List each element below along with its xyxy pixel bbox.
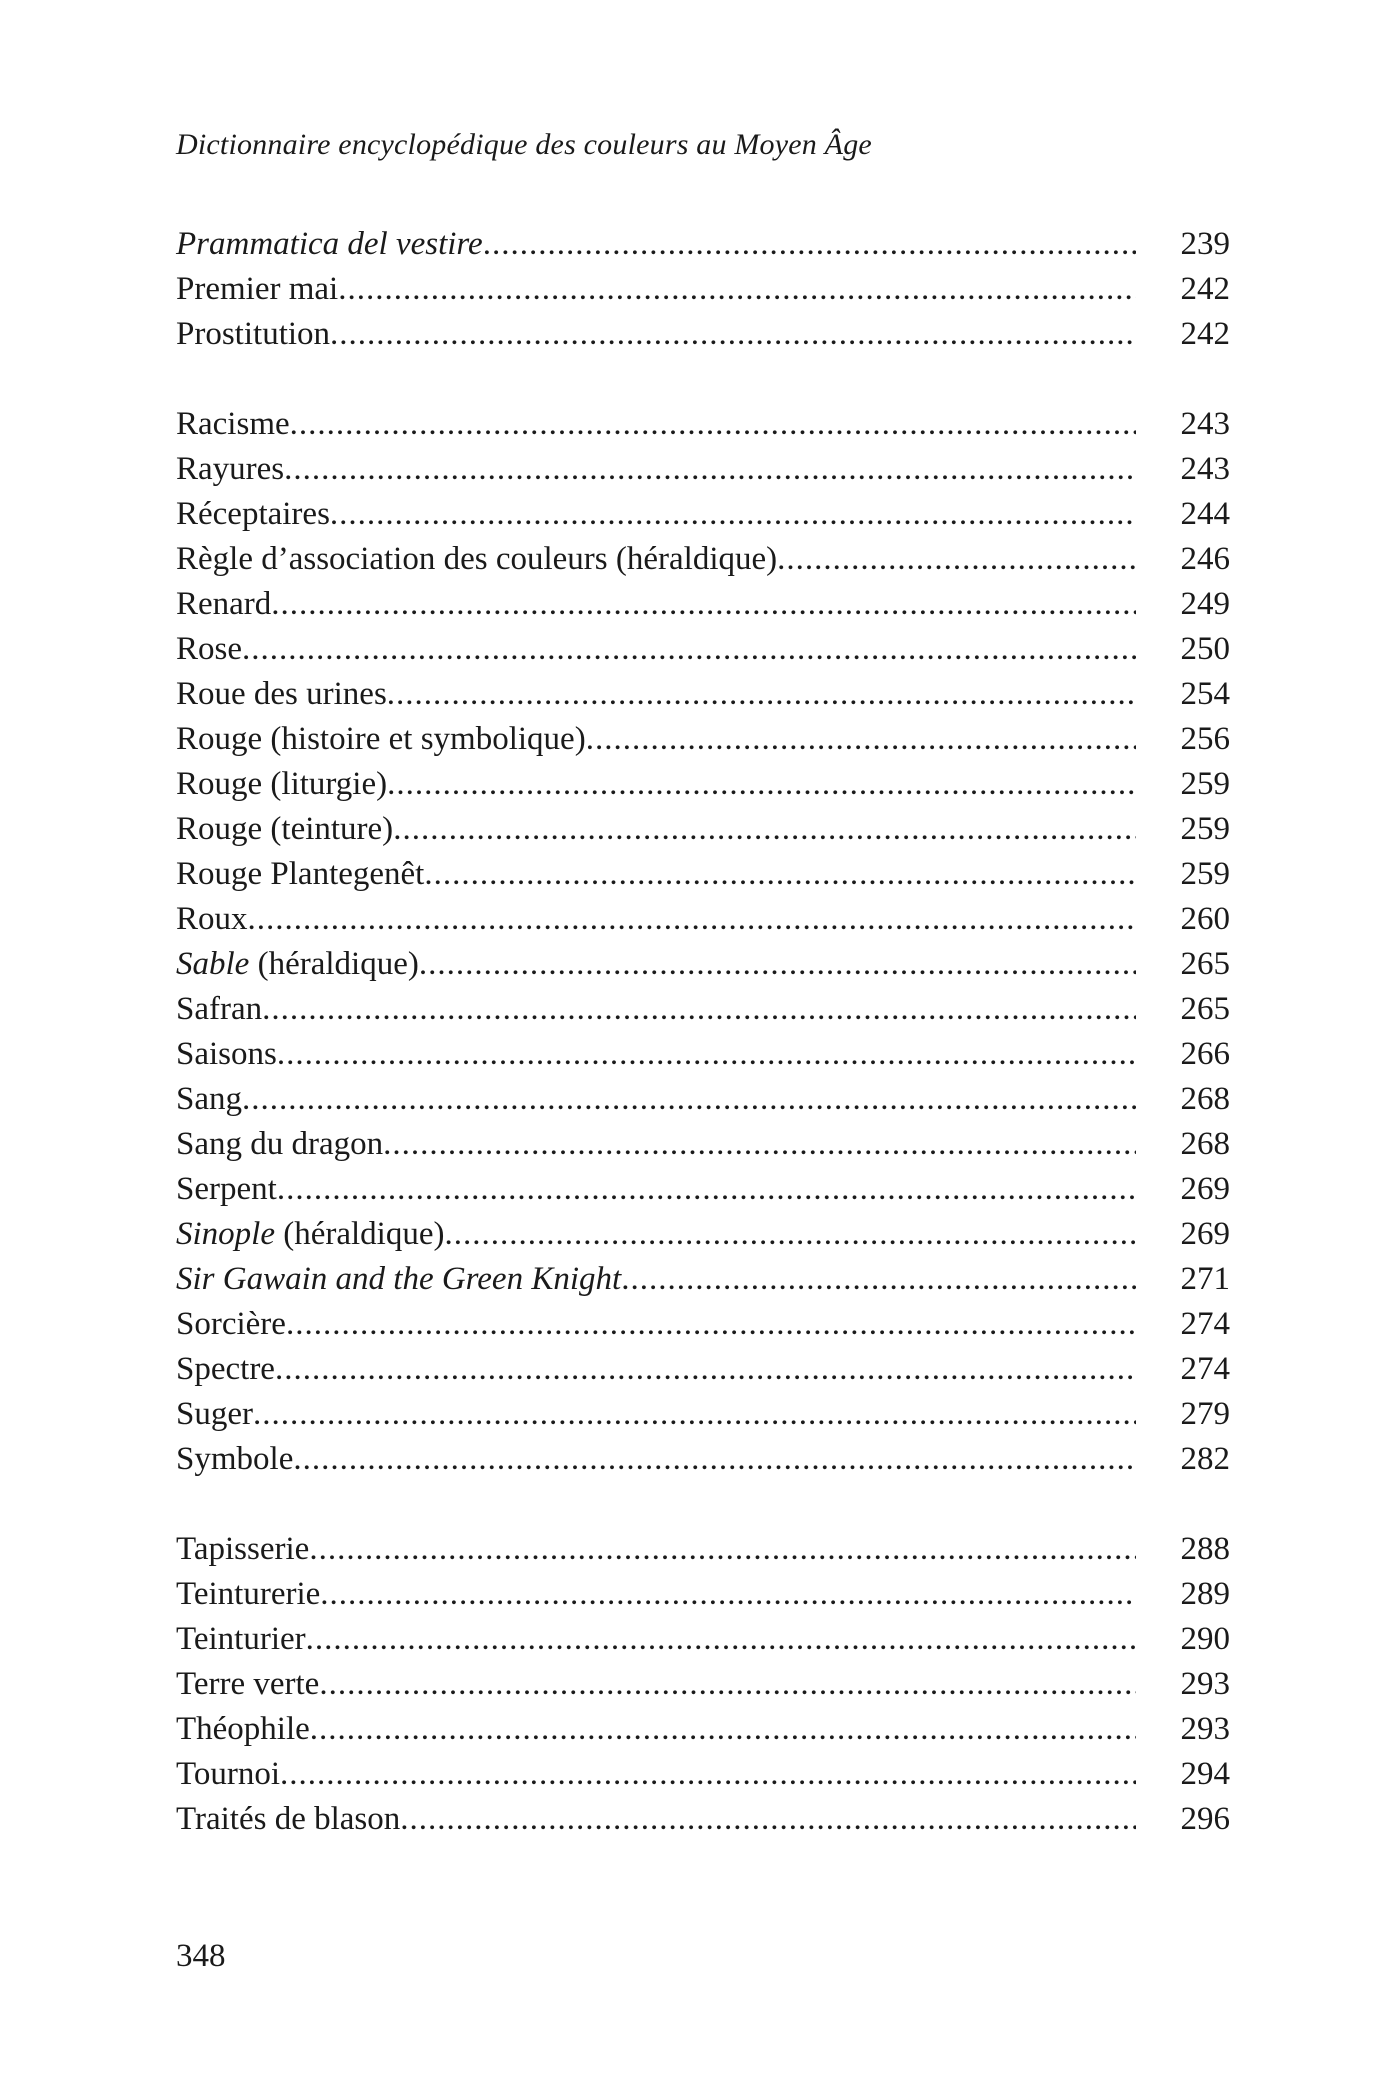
toc-entry: [176, 1707, 1230, 1752]
toc-entry-page: 249: [1180, 586, 1230, 622]
toc-entry-title-part: Sinople: [176, 1216, 275, 1252]
toc-entry: [176, 1617, 1230, 1662]
toc-entry-title-part: Théophile: [176, 1711, 310, 1747]
toc-entry-page: 271: [1180, 1261, 1230, 1297]
dot-leader: [284, 447, 1136, 492]
dot-leader: [444, 1212, 1136, 1257]
toc-entry-title: [176, 1302, 286, 1347]
toc-entry: [176, 1662, 1230, 1707]
dot-leader: [320, 1572, 1136, 1617]
toc-entry-title: [176, 312, 330, 357]
toc-entry-title-part: Safran: [176, 991, 263, 1027]
dot-leader: [387, 762, 1136, 807]
toc-entry-page: 246: [1180, 541, 1230, 577]
toc-entry-title-part: Spectre: [176, 1351, 275, 1387]
dot-leader: [248, 897, 1136, 942]
toc-entry-title-part: (héraldique): [274, 1216, 445, 1252]
toc-entry-page: 293: [1180, 1711, 1230, 1747]
toc-entry-title: [176, 492, 330, 537]
dot-leader: [271, 582, 1136, 627]
toc-entry-title-part: Réceptaires: [176, 496, 330, 532]
toc-entry-title-part: Racisme: [176, 406, 290, 442]
toc-entry: [176, 492, 1230, 537]
toc-entry: [176, 807, 1230, 852]
toc-entry-page: 274: [1180, 1351, 1230, 1387]
dot-leader: [310, 1707, 1136, 1752]
toc-entry-title: [176, 1257, 621, 1302]
toc-entry-page: 288: [1180, 1531, 1230, 1567]
toc-entry-page: 259: [1180, 766, 1230, 802]
toc-entry-page: 265: [1180, 991, 1230, 1027]
toc-entry-title-part: Rouge Plantegenêt: [176, 856, 425, 892]
toc-entry-page: 269: [1180, 1216, 1230, 1252]
toc-entry-title: [176, 852, 424, 897]
toc-entry-title: [176, 1122, 383, 1167]
toc-entry-title-part: Serpent: [176, 1171, 277, 1207]
toc-entry: [176, 1752, 1230, 1797]
page-number: 348: [176, 1938, 226, 1974]
toc-entry-title-part: Teinturier: [176, 1621, 306, 1657]
toc-entry: [176, 897, 1230, 942]
toc-entry: [176, 852, 1230, 897]
toc-entry-title-part: Sang: [176, 1081, 242, 1117]
toc-entry-title: [176, 987, 262, 1032]
toc-entry: [176, 1392, 1230, 1437]
toc-entry-page: 242: [1180, 316, 1230, 352]
toc-entry-title: [176, 1707, 310, 1752]
toc-entry-title: [176, 627, 242, 672]
toc-entry-title-part: Renard: [176, 586, 272, 622]
toc-entry-title-part: Règle d’association des couleurs (héraldique): [176, 541, 778, 577]
toc-entry-title: [176, 1437, 293, 1482]
toc-entry-page: 268: [1180, 1081, 1230, 1117]
toc-entry-page: 244: [1180, 496, 1230, 532]
toc-entry-page: 259: [1180, 811, 1230, 847]
toc-entry-page: 254: [1180, 676, 1230, 712]
toc-entry-title-part: Roue des urines: [176, 676, 387, 712]
toc-entry-title: [176, 1392, 253, 1437]
toc-entry: [176, 402, 1230, 447]
toc-entry: [176, 582, 1230, 627]
toc-entry: [176, 762, 1230, 807]
dot-leader: [424, 852, 1136, 897]
toc-entry-page: 296: [1180, 1801, 1230, 1837]
toc-entry-title: [176, 1752, 280, 1797]
toc-entry: [176, 1437, 1230, 1482]
toc-entry: [176, 1122, 1230, 1167]
toc-entry-title-part: Sang du dragon: [176, 1126, 384, 1162]
toc-entry: [176, 1212, 1230, 1257]
toc-group: [176, 402, 1230, 1482]
toc-entry-page: 290: [1180, 1621, 1230, 1657]
toc-entry-title-part: Sir Gawain and the Green Knight: [176, 1261, 622, 1297]
toc-entry: [176, 1797, 1230, 1842]
dot-leader: [330, 312, 1136, 357]
toc-entry: [176, 987, 1230, 1032]
toc-entry-page: 269: [1180, 1171, 1230, 1207]
toc-entry: [176, 942, 1230, 987]
toc-entry-title: [176, 807, 393, 852]
toc-entry-title: [176, 1167, 277, 1212]
dot-leader: [309, 1527, 1136, 1572]
toc-entry-page: 293: [1180, 1666, 1230, 1702]
toc-entry-title-part: Sable: [176, 946, 250, 982]
toc-entry: [176, 537, 1230, 582]
toc-entry-page: 268: [1180, 1126, 1230, 1162]
toc-entry-title-part: Roux: [176, 901, 248, 937]
dot-leader: [319, 1662, 1136, 1707]
toc-entry-page: 250: [1180, 631, 1230, 667]
toc-entry-title-part: Tapisserie: [176, 1531, 310, 1567]
toc-entry-title: [176, 1572, 320, 1617]
toc-entry-page: 242: [1180, 271, 1230, 307]
toc-entry: [176, 627, 1230, 672]
dot-leader: [277, 1167, 1136, 1212]
toc-entry-title-part: (héraldique): [249, 946, 419, 982]
toc-entry-title-part: Premier mai: [176, 271, 339, 307]
dot-leader: [280, 1752, 1136, 1797]
toc-entry-title-part: Rayures: [176, 451, 285, 487]
toc-entry-title: [176, 1797, 400, 1842]
dot-leader: [242, 1077, 1136, 1122]
toc-entry-title-part: Rouge (histoire et symbolique): [176, 721, 586, 757]
dot-leader: [586, 717, 1136, 762]
dot-leader: [400, 1797, 1136, 1842]
toc-entry-title: [176, 537, 777, 582]
toc-entry: [176, 1167, 1230, 1212]
toc-entry: [176, 222, 1230, 267]
dot-leader: [290, 402, 1136, 447]
dot-leader: [330, 492, 1136, 537]
dot-leader: [277, 1032, 1136, 1077]
toc-entry: [176, 447, 1230, 492]
toc-entry-title: [176, 1347, 275, 1392]
toc-entry-page: 279: [1180, 1396, 1230, 1432]
toc-entry-page: 243: [1180, 451, 1230, 487]
toc-entry-title: [176, 762, 387, 807]
table-of-contents: [176, 222, 1230, 1842]
running-head: Dictionnaire encyclopédique des couleurs au Moyen Âge: [176, 128, 872, 161]
toc-entry: [176, 672, 1230, 717]
dot-leader: [262, 987, 1136, 1032]
toc-entry-title-part: Rouge (liturgie): [176, 766, 388, 802]
dot-leader: [275, 1347, 1136, 1392]
toc-entry-title: [176, 1077, 242, 1122]
toc-entry-title: [176, 267, 338, 312]
dot-leader: [338, 267, 1136, 312]
toc-entry: [176, 312, 1230, 357]
toc-entry-title: [176, 1662, 319, 1707]
toc-entry-page: 243: [1180, 406, 1230, 442]
toc-entry-title-part: Teinturerie: [176, 1576, 321, 1612]
toc-entry-page: 259: [1180, 856, 1230, 892]
toc-entry-title-part: Suger: [176, 1396, 253, 1432]
toc-entry-title: [176, 897, 248, 942]
toc-entry-page: 260: [1180, 901, 1230, 937]
toc-entry: [176, 1077, 1230, 1122]
dot-leader: [393, 807, 1136, 852]
toc-entry-title: [176, 942, 419, 987]
toc-entry-title: [176, 1212, 444, 1257]
dot-leader: [253, 1392, 1136, 1437]
toc-entry: [176, 1257, 1230, 1302]
toc-entry-title-part: Rouge (teinture): [176, 811, 394, 847]
toc-entry-title-part: Sorcière: [176, 1306, 286, 1342]
toc-entry: [176, 1032, 1230, 1077]
dot-leader: [242, 627, 1136, 672]
toc-entry: [176, 717, 1230, 762]
dot-leader: [483, 222, 1136, 267]
toc-entry-title-part: Prostitution: [176, 316, 331, 352]
toc-entry: [176, 1527, 1230, 1572]
dot-leader: [383, 1122, 1136, 1167]
toc-entry-title-part: Prammatica del vestire: [176, 226, 483, 262]
toc-entry-title-part: Traités de blason: [176, 1801, 401, 1837]
dot-leader: [777, 537, 1136, 582]
toc-entry-title-part: Terre verte: [176, 1666, 320, 1702]
toc-entry-page: 289: [1180, 1576, 1230, 1612]
toc-entry: [176, 1572, 1230, 1617]
toc-entry: [176, 1302, 1230, 1347]
toc-entry-title-part: Tournoi: [176, 1756, 281, 1792]
dot-leader: [419, 942, 1136, 987]
toc-entry-title: [176, 222, 483, 267]
toc-entry-page: 282: [1180, 1441, 1230, 1477]
toc-entry-title: [176, 1032, 277, 1077]
toc-entry-title: [176, 582, 271, 627]
toc-group: [176, 222, 1230, 357]
dot-leader: [387, 672, 1136, 717]
toc-entry-title-part: Rose: [176, 631, 242, 667]
dot-leader: [306, 1617, 1136, 1662]
toc-group: [176, 1527, 1230, 1842]
toc-entry-title: [176, 402, 290, 447]
toc-entry-page: 265: [1180, 946, 1230, 982]
toc-entry: [176, 1347, 1230, 1392]
toc-entry-title: [176, 717, 586, 762]
toc-entry-page: 294: [1180, 1756, 1230, 1792]
toc-entry-page: 274: [1180, 1306, 1230, 1342]
dot-leader: [293, 1437, 1136, 1482]
toc-entry-title-part: Symbole: [176, 1441, 294, 1477]
toc-entry-title-part: Saisons: [176, 1036, 277, 1072]
toc-entry-title: [176, 1527, 309, 1572]
toc-entry-title: [176, 447, 284, 492]
dot-leader: [621, 1257, 1136, 1302]
toc-entry-page: 256: [1180, 721, 1230, 757]
toc-entry-title: [176, 1617, 306, 1662]
toc-entry-title: [176, 672, 387, 717]
toc-entry-page: 266: [1180, 1036, 1230, 1072]
toc-entry: [176, 267, 1230, 312]
dot-leader: [286, 1302, 1136, 1347]
toc-entry-page: 239: [1180, 226, 1230, 262]
